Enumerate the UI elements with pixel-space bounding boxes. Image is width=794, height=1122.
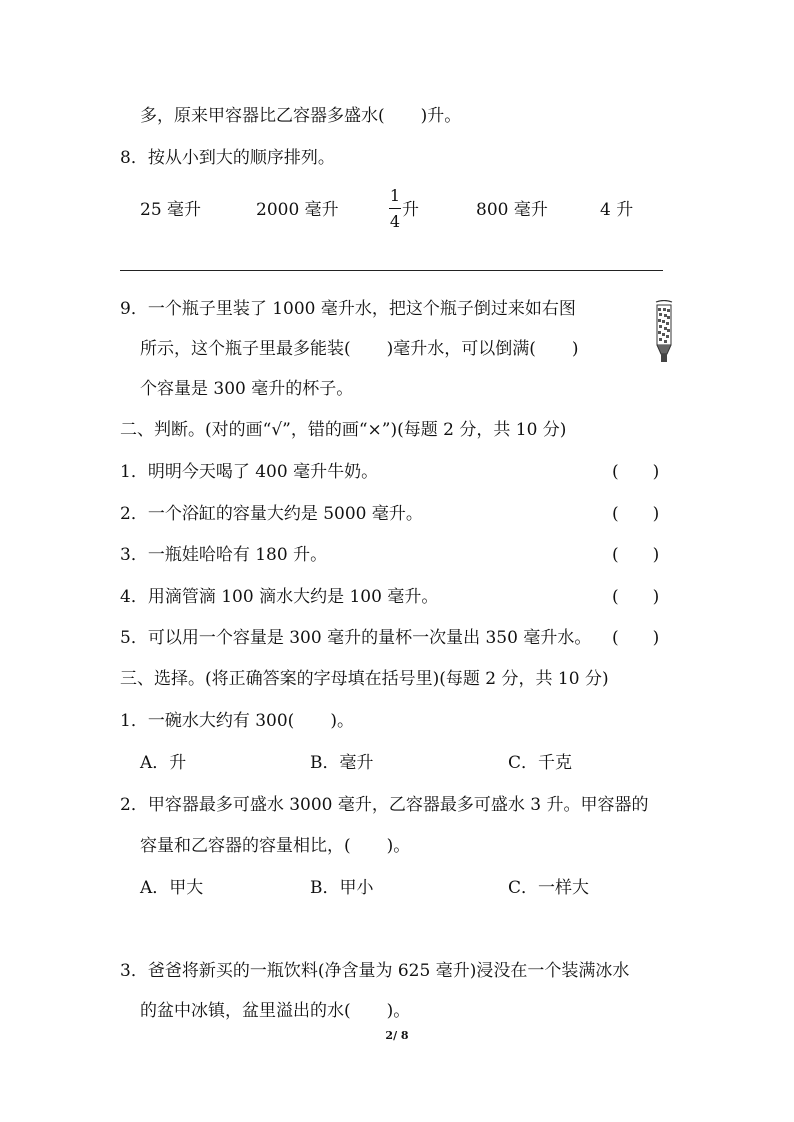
q7-tail-line [140, 104, 461, 128]
judge-item-3-text: 3．一瓶娃哈哈有 180 升。 [120, 545, 328, 565]
choice-q1-option-b: B．毫升 [310, 753, 374, 773]
q8-answer-line [120, 270, 663, 271]
choice-q2-line-1: 2．甲容器最多可盛水 3000 毫升，乙容器最多可盛水 3 升。甲容器的 [120, 795, 649, 815]
judge-item-2-answer: ( ) [612, 504, 660, 524]
q8-title: 8．按从小到大的顺序排列。 [120, 148, 335, 168]
page-number: 2/ 8 [385, 1029, 409, 1042]
q8-item-1: 25 毫升 [140, 200, 202, 220]
judge-item-1-answer: ( ) [612, 462, 660, 482]
q8-fraction-unit: 升 [402, 200, 419, 220]
fraction-denominator: 4 [389, 212, 401, 231]
choice-q1-option-a: A．升 [140, 753, 187, 773]
q9-line-3: 个容量是 300 毫升的杯子。 [140, 379, 354, 399]
choice-q2-option-a: A．甲大 [140, 878, 204, 898]
choice-q3-line-2: 的盆中冰镇，盆里溢出的水( )。 [140, 1001, 411, 1021]
judge-item-4-text: 4．用滴管滴 100 滴水大约是 100 毫升。 [120, 587, 439, 607]
choice-q3-line-1: 3．爸爸将新买的一瓶饮料(净含量为 625 毫升)浸没在一个装满冰水 [120, 961, 630, 981]
judge-item-4-answer: ( ) [612, 587, 660, 607]
judge-item-3-answer: ( ) [612, 545, 660, 565]
q8-item-3: 800 毫升 [476, 200, 548, 220]
q8-item-4: 4 升 [600, 200, 634, 220]
choice-q2-option-c: C．一样大 [508, 878, 590, 898]
choice-q2-line-2: 容量和乙容器的容量相比，( )。 [140, 836, 411, 856]
q9-line-1: 9．一个瓶子里装了 1000 毫升水，把这个瓶子倒过来如右图 [120, 299, 576, 319]
choice-q1-option-c: C．千克 [508, 753, 573, 773]
fraction-numerator: 1 [389, 186, 401, 205]
choice-q1-stem: 1．一碗水大约有 300( )。 [120, 711, 354, 731]
q8-fraction [388, 186, 402, 232]
q7-tail-before: 多，原来甲容器比乙容器多盛水( [140, 106, 385, 126]
section2-heading: 二、判断。(对的画“√”，错的画“×”)(每题 2 分，共 10 分) [120, 420, 567, 440]
judge-item-2-text: 2．一个浴缸的容量大约是 5000 毫升。 [120, 504, 423, 524]
judge-item-5-text: 5．可以用一个容量是 300 毫升的量杯一次量出 350 毫升水。 [120, 628, 592, 648]
choice-q2-option-b: B．甲小 [310, 878, 374, 898]
q7-tail-after: )升。 [420, 106, 462, 126]
inverted-bottle-image [652, 300, 676, 364]
q9-line-2: 所示，这个瓶子里最多能装( )毫升水，可以倒满( ) [140, 339, 579, 359]
judge-item-1-text: 1．明明今天喝了 400 毫升牛奶。 [120, 462, 379, 482]
section3-heading: 三、选择。(将正确答案的字母填在括号里)(每题 2 分，共 10 分) [120, 669, 609, 689]
judge-item-5-answer: ( ) [612, 628, 660, 648]
q8-item-2: 2000 毫升 [256, 200, 339, 220]
